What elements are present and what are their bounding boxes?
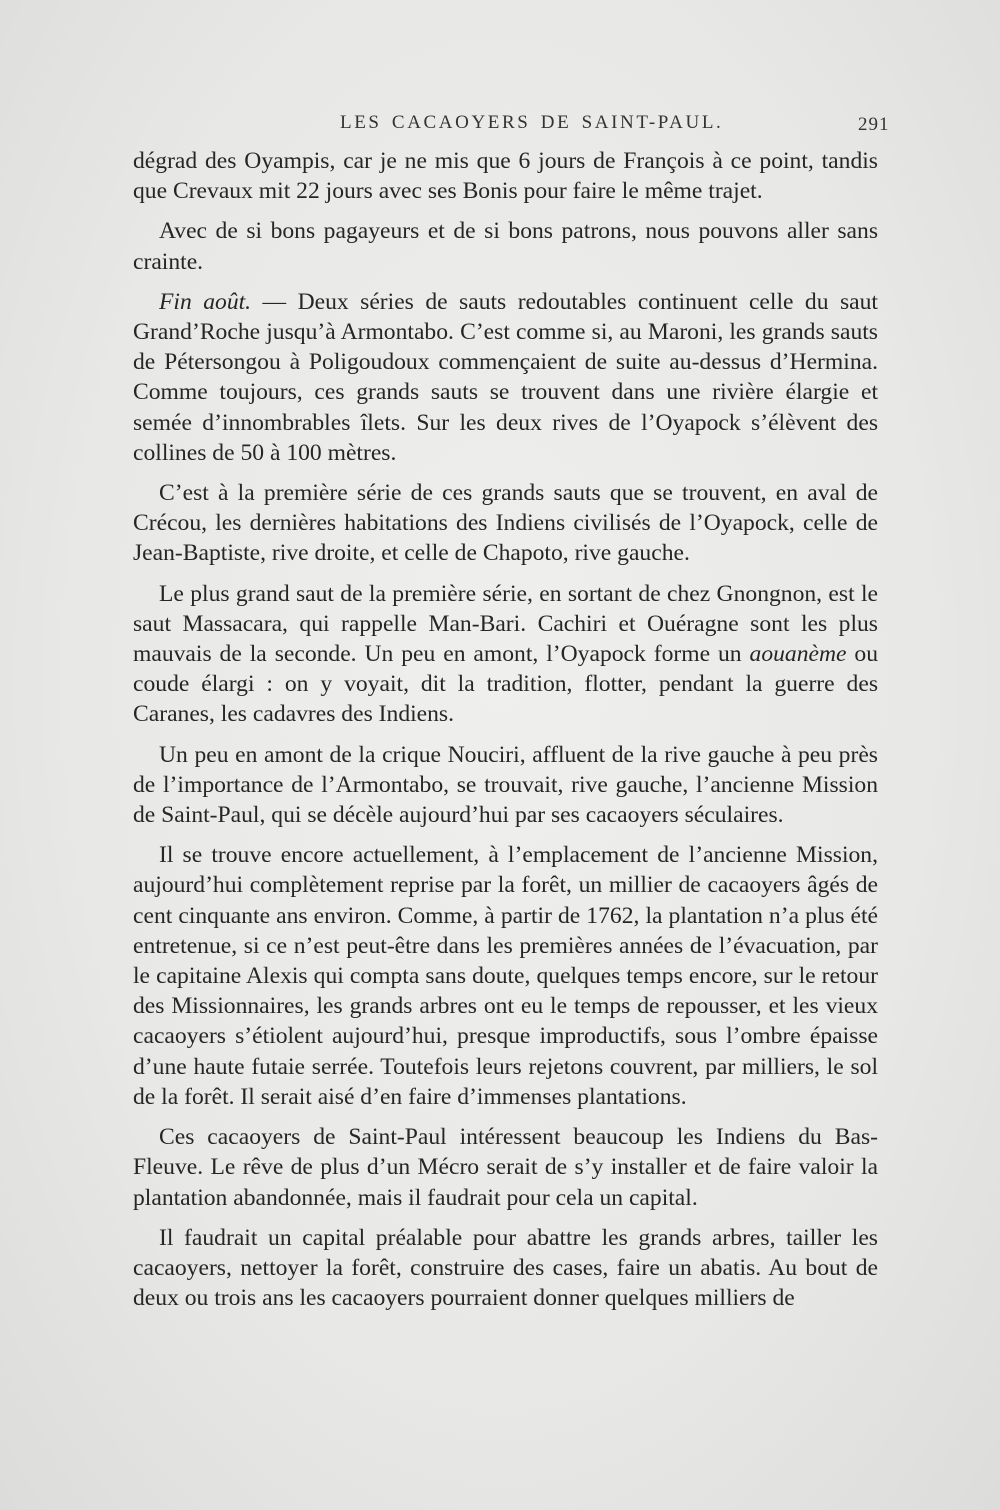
paragraph-5 [133,579,878,730]
paragraph-5-text-before: Le plus grand saut de la première série, en sortant de chez Gnongnon, est le saut Massacara, qui rappelle Man-Bari. Cachiri et Ouéragne sont les plus mauvais de la seconde. Un peu en amont, l’Oyapock forme un [133,580,878,668]
running-head [0,112,1000,142]
paragraph-7-text: Il se trouve encore actuellement, à l’emplacement de l’ancienne Mission, aujourd’hui complètement reprise par la forêt, un millier de cacaoyers âgés de cent cinquante ans environ. Comme, à partir de 1762, la plantation n’a plus été entretenue, si ce n’est peut-être dans les premières années de l’évacuation, par le capitaine Alexis qui compta sans doute, quelques temps encore, sur le retour des Missionnaires, les grands arbres ont eu le temps de repousser, et les vieux cacaoyers s’étiolent aujourd’hui, presque improductifs, sous l’ombre épaisse d’une haute futaie serrée. Toutefois leurs rejetons couvrent, par milliers, le sol de la forêt. Il serait aisé d’en faire d’immenses plantations. [133,842,878,1110]
paragraph-8 [133,1122,878,1213]
paragraph-3-italic-lead: Fin août. [159,288,252,315]
paragraph-2 [133,216,878,276]
running-title: LES CACAOYERS DE SAINT-PAUL. [340,112,724,133]
paragraph-6 [133,740,878,831]
paragraph-6-text: Un peu en amont de la crique Nouciri, affluent de la rive gauche à peu près de l’importance de l’Armontabo, se trouvait, rive gauche, l’ancienne Mission de Saint-Paul, qui se décèle aujourd’hui par ses cacaoyers séculaires. [133,741,878,829]
paragraph-5-text-after: ou coude élargi : on y voyait, dit la tradition, flotter, pendant la guerre des Caranes, les cadavres des Indiens. [133,641,878,728]
paragraph-2-text: Avec de si bons pagayeurs et de si bons patrons, nous pouvons aller sans crainte. [133,218,878,275]
paragraph-1-text: dégrad des Oyampis, car je ne mis que 6 jours de François à ce point, tandis que Crevaux mit 22 jours avec ses Bonis pour faire le même trajet. [133,148,878,205]
paragraph-8-text: Ces cacaoyers de Saint-Paul intéressent beaucoup les Indiens du Bas-Fleuve. Le rêve de plus d’un Mécro serait de s’y installer et de faire valoir la plantation abandonnée, mais il faudrait pour cela un capital. [133,1124,878,1211]
paragraph-1 [133,146,878,206]
paragraph-7 [133,840,878,1112]
paragraph-4 [133,478,878,569]
paragraph-3-text: — Deux séries de sauts redoutables continuent celle du saut Grand’Roche jusqu’à Armontabo. C’est comme si, au Maroni, les grands sauts de Pétersongou à Poligoudoux commençaient de suite au-dessus d’Hermina. Comme toujours, ces grands sauts se trouvent dans une rivière élargie et semée d’innombrables îlets. Sur les deux rives de l’Oyapock s’élèvent des collines de 50 à 100 mètres. [133,288,878,466]
paragraph-9-text: Il faudrait un capital préalable pour abattre les grands arbres, tailler les cacaoyers, nettoyer la forêt, construire des cases, faire un abatis. Au bout de deux ou trois ans les cacaoyers pourraient donner quelques milliers de [133,1224,878,1312]
paragraph-3 [133,287,878,468]
page-number: 291 [858,114,890,135]
body-text [133,146,878,1323]
paragraph-5-italic-word: aouanème [749,641,847,668]
paragraph-4-text: C’est à la première série de ces grands sauts que se trouvent, en aval de Crécou, les dernières habitations des Indiens civilisés de l’Oyapock, celle de Jean-Baptiste, rive droite, et celle de Chapoto, rive gauche. [133,480,878,567]
paragraph-9 [133,1223,878,1314]
